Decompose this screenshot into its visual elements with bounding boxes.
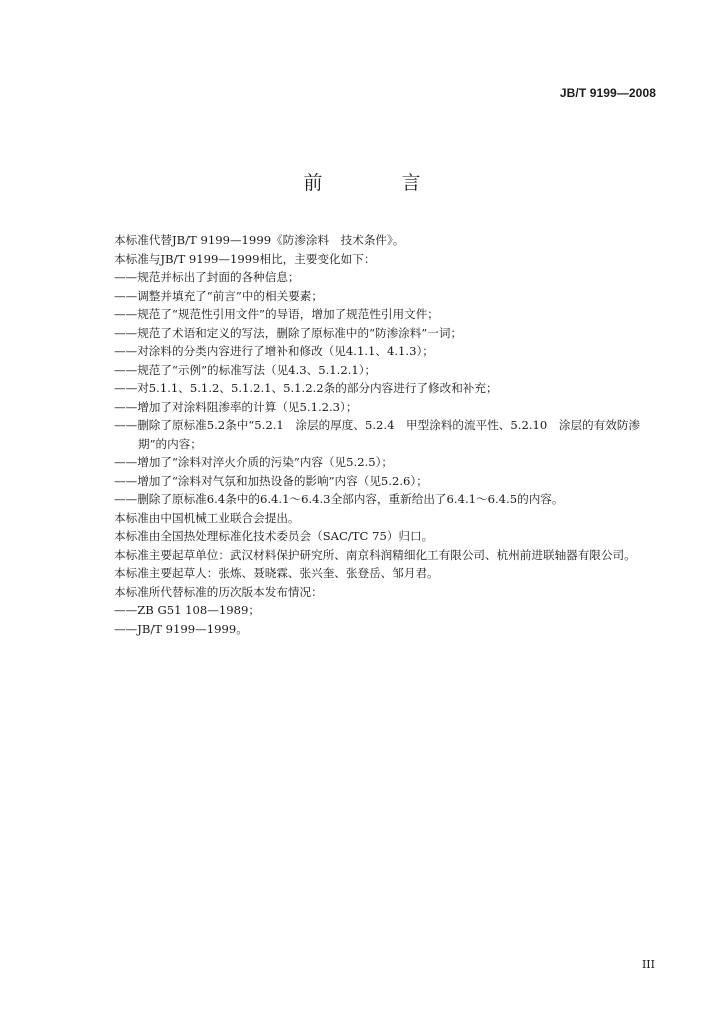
list-item: ——删除了原标准5.2条中“5.2.1 涂层的厚度、5.2.4 甲型涂料的流平性、5.2.10 涂层的有效防渗 xyxy=(114,418,641,432)
list-item: ——ZB G51 108—1989； xyxy=(114,603,260,617)
list-item: ——增加了对涂料阻渗率的计算（见5.1.2.3）； xyxy=(114,399,358,414)
paragraph: 本标准主要起草人：张炼、聂晓霖、张兴奎、张登岳、邹月君。 xyxy=(114,566,439,580)
list-item: ——增加了“涂料对气氛和加热设备的影响”内容（见5.2.6）； xyxy=(114,473,428,488)
page-title: 前 言 xyxy=(303,172,451,194)
list-item: ——规范了“规范性引用文件”的导语，增加了规范性引用文件； xyxy=(114,307,439,321)
page-number: III xyxy=(641,958,655,971)
standard-number: JB/T 9199—2008 xyxy=(559,86,656,100)
list-item: ——删除了原标准6.4条中的6.4.1～6.4.3全部内容，重新给出了6.4.1～6.4.5的内容。 xyxy=(114,492,564,506)
paragraph: 本标准与JB/T 9199—1999相比，主要变化如下： xyxy=(114,251,376,266)
paragraph: 本标准所代替标准的历次版本发布情况： xyxy=(114,584,323,599)
list-item: ——增加了“涂料对淬火介质的污染”内容（见5.2.5）； xyxy=(114,455,394,469)
list-item: ——调整并填充了“前言”中的相关要素； xyxy=(114,288,323,303)
list-item: ——规范了“示例”的标准写法（见4.3、5.1.2.1）； xyxy=(114,362,377,377)
list-item: ——规范并标出了封面的各种信息； xyxy=(114,270,300,284)
list-item: ——JB/T 9199—1999。 xyxy=(114,621,248,636)
list-item: ——对涂料的分类内容进行了增补和修改（见4.1.1、4.1.3）； xyxy=(114,344,434,358)
paragraph: 本标准由中国机械工业联合会提出。 xyxy=(114,510,300,525)
paragraph: 本标准主要起草单位：武汉材料保护研究所、南京科润精细化工有限公司、杭州前进联轴器有限公司。 xyxy=(114,547,636,562)
list-item-continuation: 期”的内容； xyxy=(138,436,202,451)
paragraph: 本标准由全国热处理标准化技术委员会（SAC/TC 75）归口。 xyxy=(114,529,434,543)
foreword-body xyxy=(90,231,658,638)
list-item: ——对5.1.1、5.1.2、5.1.2.1、5.1.2.2条的部分内容进行了修改和补充； xyxy=(114,381,498,395)
list-item: ——规范了术语和定义的写法，删除了原标准中的“防渗涂料”一词； xyxy=(114,325,463,340)
paragraph: 本标准代替JB/T 9199—1999《防渗涂料 技术条件》。 xyxy=(114,233,405,247)
